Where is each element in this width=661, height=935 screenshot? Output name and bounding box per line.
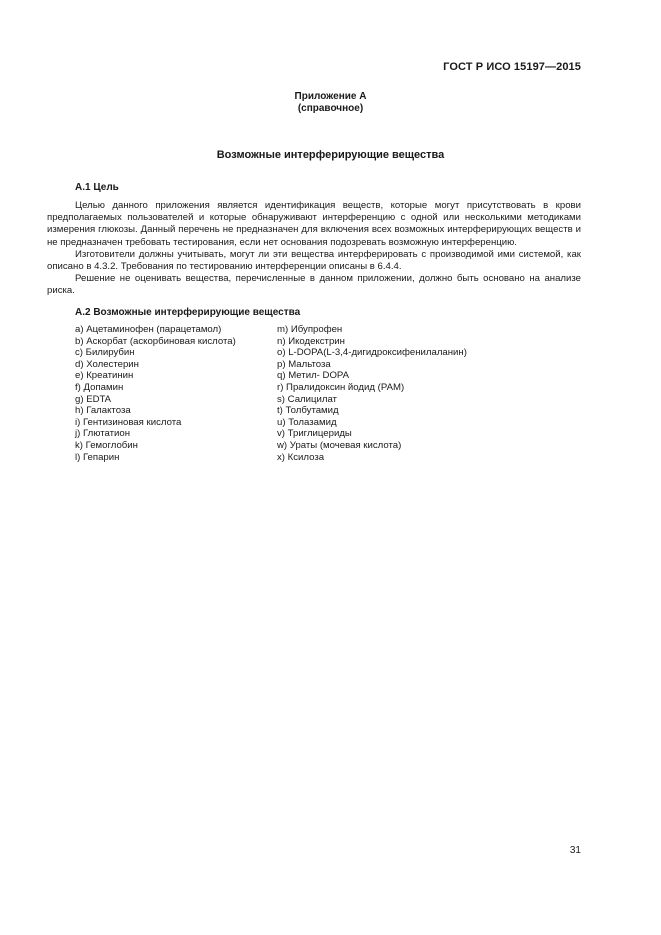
section-heading-purpose: А.1 Цель bbox=[75, 182, 119, 193]
list-item: f) Допамин bbox=[75, 381, 124, 393]
list-item: x) Ксилоза bbox=[277, 451, 325, 463]
paragraph-manufacturers: Изготовители должны учитывать, могут ли эти вещества интерферировать с производимой ими системой, как описано в 4.3.2. Требования по тестированию интерференции описаны в 6.4.4. bbox=[47, 249, 581, 273]
list-item: o) L-DOPA(L-3,4-дигидроксифенилаланин) bbox=[277, 347, 467, 359]
substance-list-right bbox=[277, 324, 467, 463]
section-heading-substances: А.2 Возможные интерферирующие вещества bbox=[75, 307, 301, 318]
list-item: p) Мальтоза bbox=[277, 358, 331, 370]
list-item: c) Билирубин bbox=[75, 347, 135, 359]
document-title: Возможные интерферирующие вещества bbox=[216, 149, 445, 161]
annex-title: Приложение А bbox=[294, 91, 367, 102]
annex-subtitle: (справочное) bbox=[297, 103, 364, 114]
standard-designation: ГОСТ Р ИСО 15197—2015 bbox=[443, 61, 581, 73]
list-item: d) Холестерин bbox=[75, 358, 139, 370]
list-item: h) Галактоза bbox=[75, 405, 131, 417]
list-item: t) Толбутамид bbox=[277, 405, 339, 417]
paragraph-risk: Решение не оценивать вещества, перечисленные в данном приложении, должно быть основано на анализе риска. bbox=[47, 273, 581, 297]
list-item: k) Гемоглобин bbox=[75, 439, 138, 451]
list-item: e) Креатинин bbox=[75, 370, 134, 382]
list-item: v) Триглицериды bbox=[277, 428, 352, 440]
list-item: q) Метил- DOPA bbox=[277, 370, 349, 382]
paragraph-purpose: Целью данного приложения является идентификация веществ, которые могут присутствовать в крови предполагаемых пользователей и которые обнаруживают интерференцию с одной или несколькими методиками измерения глюкозы. Данный перечень не предназначен для включения всех возможных интерферирующих веществ и не предназначен требовать тестирования, если нет основания подозревать возможную интерференцию. bbox=[47, 200, 581, 248]
list-item: n) Икодекстрин bbox=[277, 335, 345, 347]
list-item: j) Глютатион bbox=[75, 428, 131, 440]
list-item: m) Ибупрофен bbox=[277, 324, 343, 335]
list-item: w) Ураты (мочевая кислота) bbox=[277, 439, 402, 451]
substance-list-left bbox=[75, 324, 236, 463]
list-item: a) Ацетаминофен (парацетамол) bbox=[75, 324, 222, 335]
list-item: u) Толазамид bbox=[277, 416, 337, 428]
list-item: i) Гентизиновая кислота bbox=[75, 416, 182, 428]
list-item: l) Гепарин bbox=[75, 451, 120, 463]
list-item: s) Салицилат bbox=[277, 393, 337, 405]
list-item: g) EDTA bbox=[75, 393, 112, 405]
list-item: r) Пралидоксин йодид (РАМ) bbox=[277, 381, 405, 393]
page-number: 31 bbox=[569, 845, 581, 856]
list-item: b) Аскорбат (аскорбиновая кислота) bbox=[75, 335, 236, 347]
